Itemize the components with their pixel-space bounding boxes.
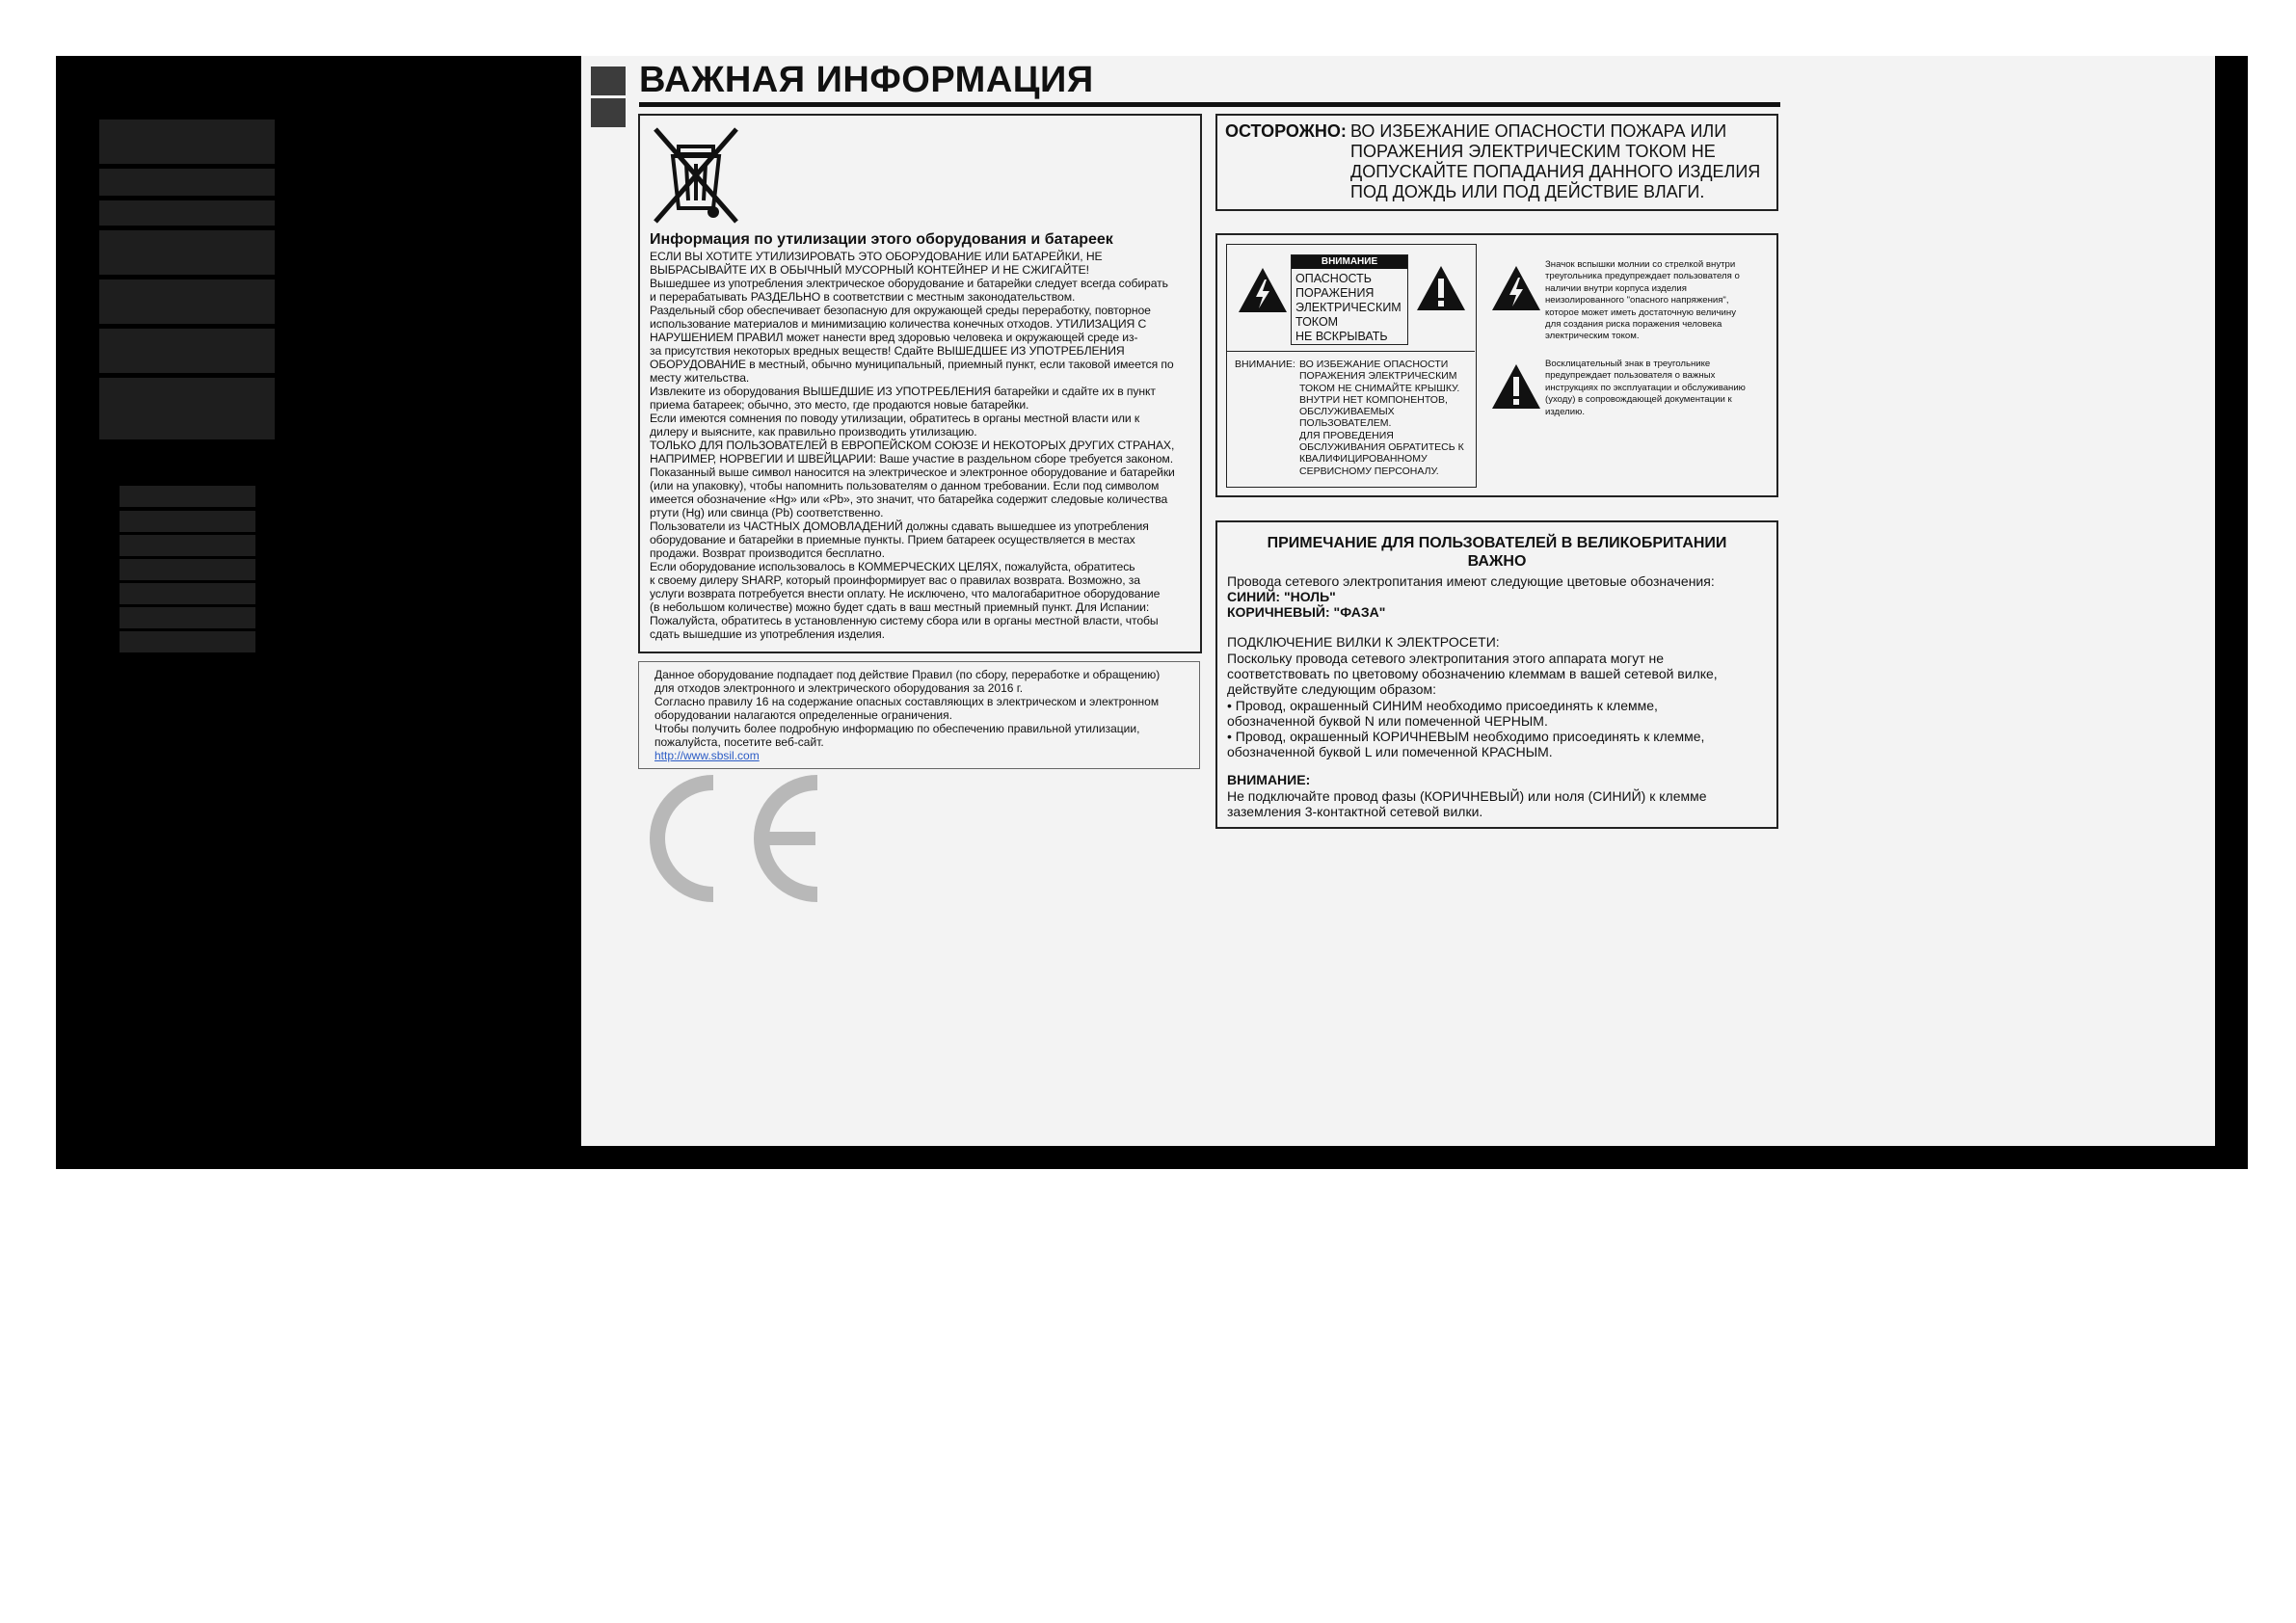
uk-note-box xyxy=(1215,520,1778,829)
uk-plug-text: Поскольку провода сетевого электропитания этого аппарата могут не соответствовать по цветовому обозначению клеммам в вашей сетевой вилке, действуйте следующим образом: xyxy=(1227,651,1718,697)
title-rule xyxy=(639,102,1780,107)
nav-subitem[interactable] xyxy=(120,631,255,652)
nav-subitem[interactable] xyxy=(120,559,255,580)
sbsil-link[interactable]: http://www.sbsil.com xyxy=(654,749,760,762)
exclamation-triangle-icon xyxy=(1490,362,1542,411)
uk-blue-wire: СИНИЙ: "НОЛЬ" xyxy=(1227,589,1336,604)
weee-note-text: Данное оборудование подпадает под действие Правил (по сбору, переработке и обращению) для отходов электронного и электрического оборудования за 2016 г. Согласно правилу 16 на содержание опасных составляющих в электрическом и электронном оборудовании налагаются определенные ограничения. Чтобы получить более подробную информацию по обеспечению правильной утилизации, пожалуйста, посетите веб-сайт. xyxy=(654,668,1161,749)
lightning-symbol-description: Значок вспышки молнии со стрелкой внутри треугольника предупреждает пользователя о наличии внутри корпуса изделия неизолированного "опасного напряжения", которое может иметь достаточную величину для создания риска поражения человека электрическим током. xyxy=(1545,259,1740,342)
nav-item[interactable] xyxy=(99,279,275,324)
caution-box xyxy=(1215,114,1778,211)
uk-intro: Провода сетевого электропитания имеют следующие цветовые обозначения: xyxy=(1227,573,1715,589)
crossed-out-bin-icon xyxy=(650,125,742,226)
attention-header: ВНИМАНИЕ xyxy=(1292,255,1407,269)
section-marker xyxy=(591,67,626,95)
exclamation-symbol-description: Восклицательный знак в треугольнике предупреждает пользователя о важных инструкциях по эксплуатации и обслуживанию (уходу) в сопровождающей документации к изделию. xyxy=(1545,359,1746,417)
uk-note-title: ПРИМЕЧАНИЕ ДЛЯ ПОЛЬЗОВАТЕЛЕЙ В ВЕЛИКОБРИТАНИИ ВАЖНО xyxy=(1267,535,1727,570)
nav-subitem[interactable] xyxy=(120,486,255,507)
weee-note-box xyxy=(638,661,1200,769)
nav-subitem[interactable] xyxy=(120,583,255,604)
uk-bullet-blue: • Провод, окрашенный СИНИМ необходимо присоединять к клемме, обозначенной буквой N или помеченной ЧЕРНЫМ. xyxy=(1227,698,1658,729)
exclamation-triangle-icon xyxy=(1415,264,1467,312)
nav-item[interactable] xyxy=(99,169,275,196)
nav-subitem[interactable] xyxy=(120,511,255,532)
inner-warning-label: ВНИМАНИЕ: xyxy=(1235,359,1295,370)
warning-label-panel xyxy=(1226,244,1477,488)
nav-item[interactable] xyxy=(99,200,275,226)
uk-attention-text: Не подключайте провод фазы (КОРИЧНЕВЫЙ) или ноля (СИНИЙ) к клемме заземления 3-контактной сетевой вилки. xyxy=(1227,788,1707,819)
caution-text: ВО ИЗБЕЖАНИЕ ОПАСНОСТИ ПОЖАРА ИЛИ ПОРАЖЕНИЯ ЭЛЕКТРИЧЕСКИМ ТОКОМ НЕ ДОПУСКАЙТЕ ПОПАДАНИЯ ДАННОГО ИЗДЕЛИЯ ПОД ДОЖДЬ ИЛИ ПОД ДЕЙСТВИЕ ВЛАГИ. xyxy=(1350,121,1761,201)
attention-text: ОПАСНОСТЬ ПОРАЖЕНИЯ ЭЛЕКТРИЧЕСКИМ ТОКОМ НЕ ВСКРЫВАТЬ xyxy=(1295,272,1402,343)
lightning-triangle-icon xyxy=(1237,266,1289,314)
nav-subitem[interactable] xyxy=(120,535,255,556)
nav-item[interactable] xyxy=(99,378,275,439)
uk-brown-wire: КОРИЧНЕВЫЙ: "ФАЗА" xyxy=(1227,604,1386,620)
uk-bullet-brown: • Провод, окрашенный КОРИЧНЕВЫМ необходимо присоединять к клемме, обозначенной буквой L или помеченной КРАСНЫМ. xyxy=(1227,729,1705,759)
lightning-triangle-icon xyxy=(1490,264,1542,312)
warning-label-top xyxy=(1227,245,1475,352)
caution-label: ОСТОРОЖНО: xyxy=(1225,121,1347,141)
warning-symbols-box xyxy=(1215,233,1778,497)
page-title: ВАЖНАЯ ИНФОРМАЦИЯ xyxy=(639,60,1094,100)
disposal-heading: Информация по утилизации этого оборудования и батареек xyxy=(650,231,1113,248)
uk-attention-heading: ВНИМАНИЕ: xyxy=(1227,772,1311,787)
nav-item[interactable] xyxy=(99,329,275,373)
attention-panel xyxy=(1291,254,1408,345)
ce-mark-icon xyxy=(636,771,824,906)
nav-item[interactable] xyxy=(99,120,275,164)
section-marker xyxy=(591,98,626,127)
nav-item[interactable] xyxy=(99,230,275,275)
disposal-text: ЕСЛИ ВЫ ХОТИТЕ УТИЛИЗИРОВАТЬ ЭТО ОБОРУДОВАНИЕ ИЛИ БАТАРЕЙКИ, НЕ ВЫБРАСЫВАЙТЕ ИХ В ОБЫЧНЫЙ МУСОРНЫЙ КОНТЕЙНЕР И НЕ СЖИГАЙТЕ! Вышедшее из употребления электрическое оборудование и батарейки следует всегда собирать и перерабатывать РАЗДЕЛЬНО в соответствии с местным законодательством. Раздельный сбор обеспечивает безопасную для окружающей среды переработку, повторное использование материалов и минимизацию количества конечных отходов. УТИЛИЗАЦИЯ С НАРУШЕНИЕМ ПРАВИЛ может нанести вред здоровью человека и окружающей среде из- за присутствия некоторых вредных веществ! Сдайте ВЫШЕДШЕЕ ИЗ УПОТРЕБЛЕНИЯ ОБОРУДОВАНИЕ в местный, обычно муниципальный, приемный пункт, если таковой имеется по месту жительства. Извлеките из оборудования ВЫШЕДШИЕ ИЗ УПОТРЕБЛЕНИЯ батарейки и сдайте их в пункт приема батареек; обычно, это место, где продаются новые батарейки. Если имеются сомнения по поводу утилизации, обратитесь в органы местной власти или к дилеру и выясните, как правильно производить утилизацию. ТОЛЬКО ДЛЯ ПОЛЬЗОВАТЕЛЕЙ В ЕВРОПЕЙСКОМ СОЮЗЕ И НЕКОТОРЫХ ДРУГИХ СТРАНАХ, НАПРИМЕР, НОРВЕГИИ И ШВЕЙЦАРИИ: Ваше участие в раздельном сборе требуется законом. Показанный выше символ наносится на электрическое и электронное оборудование и батарейки (или на упаковку), чтобы напомнить пользователям о данном требовании. Если под символом имеется обозначение «Hg» или «Pb», это значит, что батарейка содержит следовые количества ртути (Hg) или свинца (Pb) соответственно. Пользователи из ЧАСТНЫХ ДОМОВЛАДЕНИЙ должны сдавать вышедшее из употребления оборудование и батарейки в приемные пункты. Прием батареек осуществляется в местах продажи. Возврат производится бесплатно. Если оборудование использовалось в КОММЕРЧЕСКИХ ЦЕЛЯХ, пожалуйста, обратитесь к своему дилеру SHARP, который проинформирует вас о правилах возврата. Возможно, за услуги возврата потребуется внести оплату. Не исключено, что малогабаритное оборудование (в небольшом количестве) можно будет сдать в ваш местный приемный пункт. Для Испании: Пожалуйста, обратитесь в установленную систему сбора или в органы местной власти, чтобы сдать вышедшие из употребления изделия. xyxy=(650,250,1175,641)
inner-warning-text: ВО ИЗБЕЖАНИЕ ОПАСНОСТИ ПОРАЖЕНИЯ ЭЛЕКТРИЧЕСКИМ ТОКОМ НЕ СНИМАЙТЕ КРЫШКУ. ВНУТРИ НЕТ КОМПОНЕНТОВ, ОБСЛУЖИВАЕМЫХ ПОЛЬЗОВАТЕЛЕМ. ДЛЯ ПРОВЕДЕНИЯ ОБСЛУЖИВАНИЯ ОБРАТИТЕСЬ К КВАЛИФИЦИРОВАННОМУ СЕРВИСНОМУ ПЕРСОНАЛУ. xyxy=(1299,359,1464,477)
disposal-info-box xyxy=(638,114,1202,653)
uk-plug-heading: ПОДКЛЮЧЕНИЕ ВИЛКИ К ЭЛЕКТРОСЕТИ: xyxy=(1227,634,1500,650)
nav-subitem[interactable] xyxy=(120,607,255,628)
